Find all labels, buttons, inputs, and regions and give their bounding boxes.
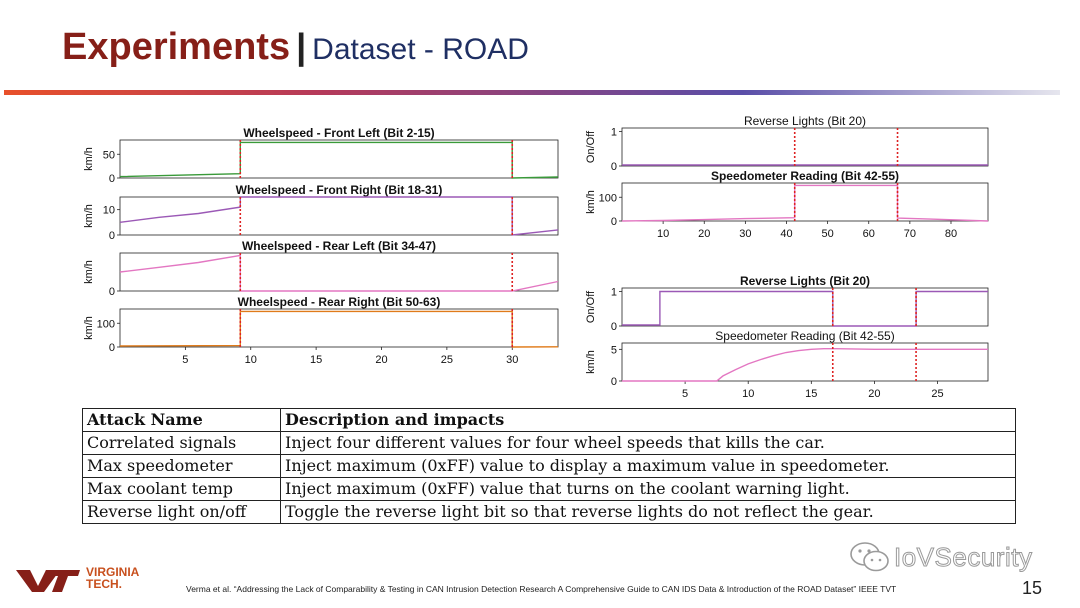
attack-table [82, 408, 1016, 524]
slide-title [62, 26, 529, 69]
table-row [83, 478, 1016, 501]
chart-reverse-lights-bottom [580, 274, 1000, 334]
series-line [120, 311, 558, 347]
y-axis-label: km/h [585, 190, 597, 214]
table-header-row [83, 409, 1016, 432]
vt-logo-text: VIRGINIA TECH. [86, 565, 140, 591]
chart-title: Speedometer Reading (Bit 42-55) [715, 329, 895, 343]
chart-title: Wheelspeed - Front Right (Bit 18-31) [235, 183, 443, 197]
attack-name-cell: Reverse light on/off [83, 501, 281, 524]
y-tick-label: 5 [610, 344, 617, 357]
series-line [120, 255, 558, 291]
citation-footer: Verma et al. “Addressing the Lack of Comparability & Testing in CAN Intrusion Detection Research A Comprehensive Guide to CAN IDS Data & Introduction of the ROAD Dataset” IEEE TVT [186, 584, 897, 594]
series-line [120, 197, 558, 235]
x-tick-label: 10 [244, 354, 257, 366]
series-line [120, 142, 558, 178]
y-axis-label: km/h [585, 350, 597, 374]
chart-wheelspeed-front-left [78, 126, 568, 186]
description-cell: Inject maximum (0xFF) value that turns on the coolant warning light. [281, 478, 1016, 501]
y-tick-label: 50 [102, 149, 115, 162]
y-tick-label: 0 [108, 342, 115, 354]
chart-reverse-lights-top [580, 114, 1000, 174]
plot-frame [120, 309, 558, 347]
description-cell: Inject maximum (0xFF) value to display a maximum value in speedometer. [281, 455, 1016, 478]
x-tick-label: 5 [182, 354, 189, 366]
x-tick-label: 50 [821, 228, 834, 240]
y-tick-label: 1 [610, 286, 617, 299]
y-tick-label: 0 [108, 173, 115, 185]
y-tick-label: 100 [96, 318, 115, 331]
chart-wheelspeed-rear-right [78, 295, 568, 373]
y-axis-label: On/Off [585, 290, 597, 324]
attack-name-cell: Correlated signals [83, 432, 281, 455]
series-line [622, 292, 988, 327]
x-tick-label: 30 [739, 228, 752, 240]
y-axis-label: km/h [83, 204, 95, 228]
description-cell: Inject four different values for four wheel speeds that kills the car. [281, 432, 1016, 455]
chart-title: Reverse Lights (Bit 20) [743, 114, 867, 128]
page-number: 15 [1022, 578, 1043, 598]
chat-bubble-icon [848, 540, 892, 574]
attack-name-cell: Max coolant temp [83, 478, 281, 501]
plot-frame [120, 197, 558, 235]
chart-speedometer-bottom [580, 329, 1000, 405]
chart-wheelspeed-front-right [78, 183, 568, 243]
y-tick-label: 1 [610, 126, 617, 139]
watermark-text: IoVSecurity [894, 542, 1033, 572]
title-main: Experiments [62, 26, 291, 68]
plot-frame [120, 253, 558, 291]
chart-title: Speedometer Reading (Bit 42-55) [710, 169, 900, 183]
chart-title: Wheelspeed - Rear Left (Bit 34-47) [241, 239, 437, 253]
x-tick-label: 20 [375, 354, 388, 366]
x-tick-label: 15 [309, 354, 323, 366]
chart-title: Wheelspeed - Front Left (Bit 2-15) [243, 126, 435, 140]
x-tick-label: 40 [780, 228, 793, 240]
chart-title: Wheelspeed - Rear Right (Bit 50-63) [237, 295, 441, 309]
title-divider [4, 90, 1060, 95]
y-tick-label: 10 [102, 204, 115, 217]
x-tick-label: 10 [656, 228, 670, 240]
header-attack-name: Attack Name [83, 409, 281, 432]
series-line [622, 185, 988, 221]
y-tick-label: 0 [610, 321, 617, 333]
x-tick-label: 80 [944, 228, 958, 240]
description-cell: Toggle the reverse light bit so that reverse lights do not reflect the gear. [281, 501, 1016, 524]
chart-wheelspeed-rear-left [78, 239, 568, 299]
x-tick-label: 25 [440, 354, 453, 366]
vt-logo-icon [16, 568, 80, 594]
y-tick-label: 0 [610, 216, 617, 228]
y-tick-label: 0 [108, 286, 115, 298]
plot-frame [120, 140, 558, 178]
x-tick-label: 30 [506, 354, 519, 366]
y-tick-label: 0 [610, 376, 617, 388]
series-line [622, 349, 988, 381]
y-tick-label: 0 [610, 161, 617, 173]
plot-frame [622, 288, 988, 326]
y-tick-label: 100 [598, 192, 617, 205]
x-tick-label: 15 [805, 388, 818, 400]
x-tick-label: 10 [742, 388, 755, 400]
plot-frame [622, 183, 988, 221]
y-axis-label: km/h [83, 260, 95, 284]
title-subtitle: Dataset - ROAD [312, 33, 529, 66]
x-tick-label: 25 [931, 388, 944, 400]
table-row [83, 455, 1016, 478]
x-tick-label: 20 [698, 228, 711, 240]
y-axis-label: km/h [83, 147, 95, 171]
chart-title: Reverse Lights (Bit 20) [739, 274, 871, 288]
table-row [83, 432, 1016, 455]
y-axis-label: km/h [83, 316, 95, 340]
y-tick-label: 0 [108, 230, 115, 242]
x-tick-label: 70 [903, 228, 916, 240]
header-description: Description and impacts [281, 409, 1016, 432]
plot-frame [622, 128, 988, 166]
virginia-tech-logo [16, 566, 186, 598]
attack-name-cell: Max speedometer [83, 455, 281, 478]
watermark [848, 540, 1048, 576]
x-tick-label: 60 [862, 228, 875, 240]
x-tick-label: 20 [868, 388, 881, 400]
y-axis-label: On/Off [585, 130, 597, 164]
x-tick-label: 5 [682, 388, 689, 400]
title-separator: | [296, 26, 307, 67]
chart-speedometer-top [580, 169, 1000, 245]
table-row [83, 501, 1016, 524]
